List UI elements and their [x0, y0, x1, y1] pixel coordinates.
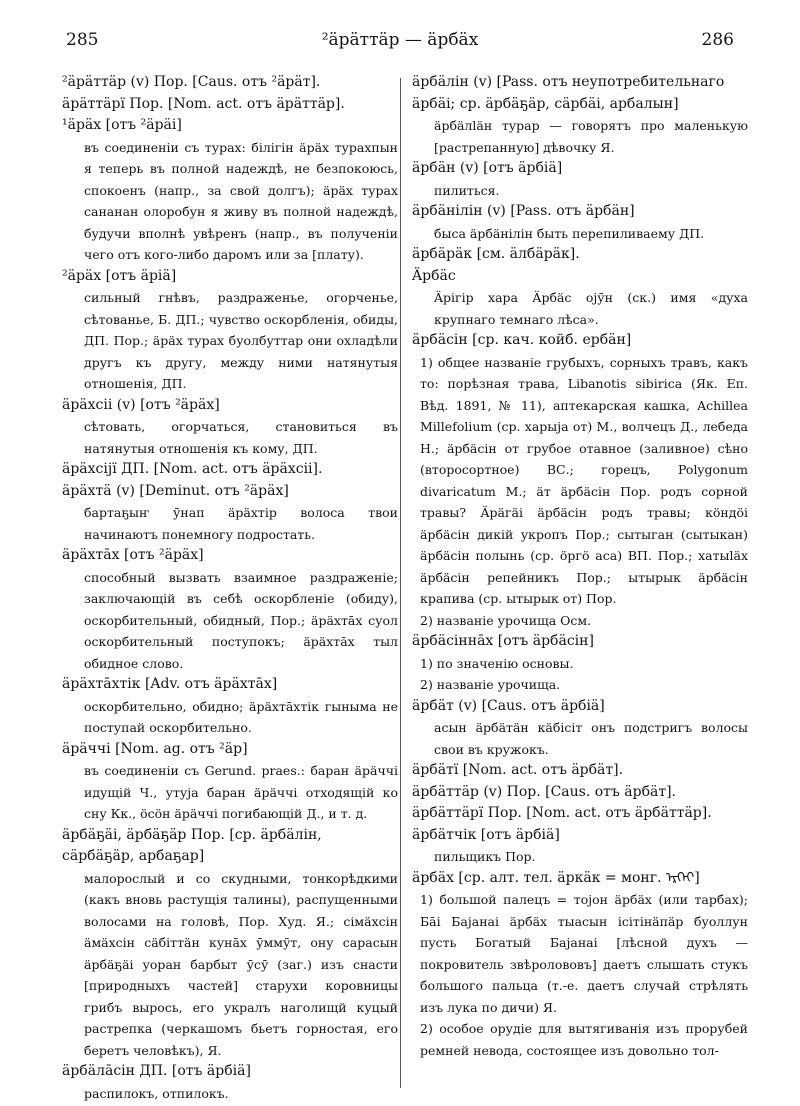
left-column	[62, 72, 398, 1104]
dictionary-entry	[412, 330, 748, 352]
entry-headword: äрбäлiн (v) [Pass. отъ неупотребительнаго äрбäi; ср. äрбäҕäр, сäрбäi, арбалын]	[412, 74, 725, 112]
dictionary-entry	[412, 696, 748, 761]
entry-headword: äрбäтчiк [отъ äрбiä]	[412, 826, 560, 843]
entry-headword: äрбäх [ср. алт. тел. äркäк = монг. ᠡᠷᠬᠡᠢ]	[412, 869, 700, 886]
entry-headword: äрбäн (v) [отъ äрбiä]	[412, 160, 563, 176]
entry-headword: äрбäт (v) [Caus. отъ äрбiä]	[412, 697, 605, 714]
entry-headword: äрäхтä (v) [Deminut. отъ ²äрäх]	[62, 482, 289, 499]
entry-sense: 1) общее названiе грубыхъ, сорныхъ травъ, какъ то: порѣзная трава, Libanotis sibirica (Як. Еп. Вѣд. 1891, № 11), аптекарская кашка, Achillea Millefolium (ср. харыја от) М., волчецъ Д., лебеда Н.; äрбäсiн от грубое отавное (заливное) сѣно (второсортное) ВС.; горецъ, Polygonum divaricatum М.; äт äрбäсiн Пор. родъ сорной травы? Äрäгäi äрбäсiн родъ травы; кöндöi äрбäсiн дикiй укропъ Пор.; сытыган (сытыкан) äрбäсiн полынь (ср. öргö аса) ВП. Пор.; хатыläх äрбäсiн репейникъ Пор.; ытырык äрбäсiн крапива (ср. ытырык от) Пор.	[420, 354, 748, 606]
dictionary-entry	[412, 825, 748, 868]
dictionary-entry	[62, 94, 398, 116]
entry-definition: въ соединенiи съ турах: бiлiгiн äрäх турахпын я теперь въ полной надеждѣ, не безпокоюсь, спокоенъ (напр., за свой долгъ); äрäх турах сананан олоробун я живу въ полной надеждѣ, будучи вполнѣ увѣренъ (напр., въ полученiи чего отъ кого-либо даромъ или за [плату).	[84, 139, 398, 262]
entry-sense: 1) по значенiю основы.	[420, 655, 574, 671]
dictionary-entry	[412, 72, 748, 158]
running-head: ²äрäттäр — äрбäх	[321, 30, 479, 50]
entry-headword: äрäхтāхтiк [Adv. отъ äрäхтāх]	[62, 676, 278, 692]
entry-headword: ¹äрäх [отъ ²äрäі]	[62, 117, 182, 133]
entry-headword: äрбäттäр (v) Пор. [Caus. отъ äрбäт].	[412, 783, 677, 800]
entry-headword: ²äрäх [отъ äрiä]	[62, 267, 177, 284]
entry-headword: äрäттäрï Пор. [Nom. act. отъ äрäттäр].	[62, 95, 345, 112]
page-header	[0, 30, 800, 60]
right-page-number: 286	[701, 30, 734, 50]
entry-definition: сѣтовать, огорчаться, становиться въ натянутыя отношенiя къ кому, ДП.	[84, 419, 398, 456]
dictionary-entry	[412, 352, 748, 610]
entry-sense: 2) особое орудiе для вытягиванiя изъ прорубей ремней невода, состоящее изъ довольно тол-	[420, 1021, 748, 1058]
entry-definition: асын äрбäтäн кäбiсiт онъ подстригъ волосы свои въ кружокъ.	[434, 720, 748, 757]
entry-headword: äрбäнiлiн (v) [Pass. отъ äрбäн]	[412, 203, 635, 219]
entry-definition: быса äрбäнiлiн быть перепиливаему ДП.	[434, 225, 705, 241]
entry-definition: Äрiгiр хара Äрбäс ојӯн (ск.) имя «духа крупнаго темнаго лѣса».	[434, 290, 748, 327]
dictionary-entry	[412, 868, 748, 890]
entry-definition: бартаҕыҥ ӯнап äрäхтiр волоса твои начинаютъ понемногу подростать.	[84, 505, 398, 542]
entry-headword: äрäхсiјï ДП. [Nom. act. отъ äрäхсii].	[62, 461, 323, 477]
dictionary-entry	[62, 545, 398, 674]
dictionary-entry	[62, 266, 398, 395]
dictionary-entry	[412, 760, 748, 782]
dictionary-entry	[62, 459, 398, 481]
entry-headword: äрбäлāсiн ДП. [отъ äрбiä]	[62, 1063, 251, 1079]
dictionary-entry	[62, 395, 398, 460]
entry-headword: äрбäсiннāх [отъ äрбäсiн]	[412, 633, 594, 649]
dictionary-entry	[412, 674, 748, 696]
entry-headword: ²äрäттäр (v) Пор. [Caus. отъ ²äрäт].	[62, 74, 321, 90]
entry-sense: 2) названiе урочища Осм.	[420, 612, 592, 628]
dictionary-entry	[412, 201, 748, 244]
dictionary-entry	[412, 158, 748, 201]
dictionary-entry	[412, 244, 748, 266]
dictionary-entry	[62, 674, 398, 739]
entry-headword: äрäччi [Nom. ag. отъ ²äр]	[62, 740, 248, 757]
dictionary-entry	[412, 653, 748, 675]
dictionary-entry	[412, 782, 748, 804]
entry-headword: äрäхтāх [отъ ²äрäх]	[62, 547, 204, 563]
dictionary-entry	[412, 631, 748, 653]
entry-sense: 2) названiе урочища.	[420, 677, 561, 692]
dictionary-entry	[62, 72, 398, 94]
dictionary-entry	[412, 1018, 748, 1061]
entry-headword: äрäхсii (v) [отъ ²äрäх]	[62, 396, 220, 413]
column-divider	[400, 78, 401, 1088]
dictionary-entry	[62, 481, 398, 546]
entry-headword: äрбäтï [Nom. act. отъ äрбäт].	[412, 762, 624, 778]
entry-sense: 1) большой палецъ = тојон äрбäх (или тарбах); Бāi Бајанаi äрбäх тыасын iсiтiнäпäр буоллун пусть Богатый Бајанаi [лѣсной духъ — покровитель звѣролововъ] даетъ слышать стукъ большого пальца (т.-е. даетъ случай стрѣлять изъ лука по дичи) Я.	[420, 892, 748, 1015]
entry-definition: способный вызвать взаимное раздраженiе; заключающiй въ себѣ оскорбленiе (обиду), оскорбительный, обидный, Пор.; äрäхтāх суол оскорбительный поступокъ; äрäхтāх тыл обидное слово.	[84, 569, 398, 671]
entry-definition: пильщикъ Пор.	[434, 849, 536, 864]
dictionary-entry	[62, 739, 398, 825]
entry-definition: малорослый и со скудными, тонкорѣдкими (какъ вновь растущiя талины), распущенными волосами на головѣ, Пор. Худ. Я.; сiмäхсiн äмäхсiн сäбiттäн кунāх ӯммӯт, ону сарасын äрбäҕäi уоран барбыт ӯсӯ (заг.) изъ снасти [природныхъ частей] старухи коровницы грибъ вырось, его укралъ наголищй куцый растрепка (черкашомъ бьетъ горностая, его беретъ человѣкъ), Я.	[84, 870, 398, 1058]
entry-headword: äрбäсiн [ср. кач. койб. ербäн]	[412, 332, 632, 348]
entry-headword: äрбäҕäi, äрбäҕäр Пор. [ср. äрбäлiн, сäрбäҕäр, арбаҕар]	[62, 826, 322, 864]
entry-headword: äрбäрäк [см. äлбäрäк].	[412, 246, 580, 262]
dictionary-entry	[62, 115, 398, 266]
entry-definition: сильный гнѣвъ, раздраженье, огорченье, сѣтованье, Б. ДП.; чувство оскорбленiя, обиды, ДП. Пор.; äрäх турах буолбуттар они охладѣли другъ къ другу, между ними натянутыя отношенiя, ДП.	[84, 290, 398, 391]
dictionary-entry	[412, 266, 748, 331]
right-column	[412, 72, 748, 1061]
left-page-number: 285	[66, 30, 99, 50]
entry-headword: äрбäттäрï Пор. [Nom. act. отъ äрбäттäр].	[412, 805, 712, 821]
entry-definition: въ соединенiи съ Gerund. praes.: баран äрäччi идущiй Ч., утуја баран äрäччi отходящiй ко сну Кк., öсöн äрäччi погибающiй Д., и т. д.	[84, 763, 398, 821]
entry-definition: распилокъ, отпилокъ.	[84, 1085, 229, 1101]
entry-definition: пилиться.	[434, 182, 500, 198]
dictionary-entry	[412, 610, 748, 632]
dictionary-entry	[412, 889, 748, 1018]
entry-definition: оскорбительно, обидно; äрäхтāхтiк гыныма не поступай оскорбительно.	[84, 698, 398, 735]
dictionary-entry	[62, 1061, 398, 1104]
dictionary-entry	[62, 825, 398, 1062]
entry-headword: Äрбäс	[412, 267, 456, 284]
entry-definition: äрбäлläн турар — говорятъ про маленькую [растрепанную] дѣвочку Я.	[434, 118, 748, 155]
dictionary-entry	[412, 803, 748, 825]
